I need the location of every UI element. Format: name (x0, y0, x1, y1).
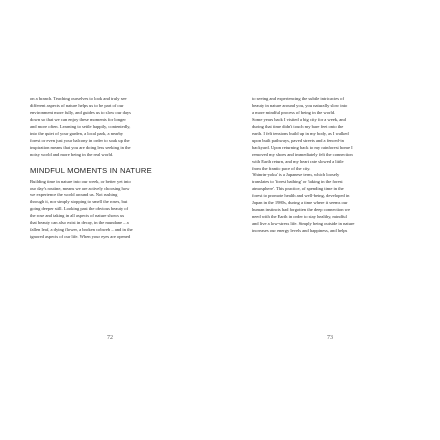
text-line: Some years back I visited a big city for a week, and (252, 116, 346, 122)
text-line: need with the Earth in order to stay healthy, mindful (252, 214, 347, 220)
section-heading: MINDFUL MOMENTS IN NATURE (30, 165, 152, 175)
text-line: forest or even just your balcony in order to soak up the (30, 137, 130, 143)
text-line: different aspects of nature helps us to be part of our (30, 102, 124, 108)
text-line: environment more fully, and guides us to slow our days (30, 109, 131, 115)
text-line: noisy world and more being in the real world. (30, 151, 114, 157)
text-line: fallen leaf, a dying flower, a broken cobweb – and in the (30, 227, 133, 233)
text-line: that beauty can also exist in decay, in the mundane – a (30, 220, 129, 226)
text-line: removed my shoes and immediately felt the connection (252, 151, 353, 157)
text-line: through it, nor simply stopping to smell the roses, but (30, 199, 128, 205)
text-line: Japan in the 1980s, during a time where it seems our (252, 200, 348, 206)
text-line: and more often. Learning to settle happily, contentedly, (30, 123, 131, 129)
text-line: forest to promote health and well-being, developed in (252, 193, 350, 199)
text-line: increases our energy levels and happiness, and helps (252, 228, 348, 234)
right-paragraph-2 (252, 117, 427, 173)
text-line: our day's routine, means we are actively choosing how (30, 185, 130, 191)
text-line: into the quiet of your garden, a local park, a nearby (30, 130, 124, 136)
right-paragraph-1 (252, 96, 427, 117)
text-line: translates to 'forest bathing' or 'taking in the forest (252, 179, 343, 185)
right-text-column (252, 96, 427, 235)
page-number-right: 73 (327, 335, 333, 341)
text-line: Building time in nature into our week, or better yet into (30, 178, 131, 184)
right-page (220, 0, 440, 440)
left-paragraph-1 (30, 96, 205, 159)
text-line: and live a low-stress life. Simply being outside in nature (252, 221, 355, 227)
page-number-left: 72 (107, 335, 113, 341)
left-text-column (30, 96, 205, 241)
text-line: we experience the world around us. Not rushing (30, 192, 118, 198)
text-line: backyard. Upon returning back to my rainforest home I (252, 144, 353, 150)
text-line: during that time didn't touch my bare feet onto the (252, 123, 344, 129)
text-line: down so that we can enjoy these moments for longer (30, 116, 126, 122)
text-line: the rose and taking in all aspects of nature shows us (30, 213, 125, 219)
right-paragraph-3 (252, 172, 427, 235)
text-line: going deeper still. Looking past the obvious beauty of (30, 206, 129, 212)
text-line: atmosphere'. This practice, of spending time in the (252, 186, 344, 192)
text-line: upon built pathways, paved streets and a fenced-in (252, 137, 344, 143)
text-line: with Earth return, and my heart rate slowed a little (252, 158, 344, 164)
text-line: on a branch. Teaching ourselves to look and truly see (30, 96, 127, 101)
text-line: inspiration means that you are doing less seeking in the (30, 144, 131, 150)
text-line: ignored aspects of our life. When your eyes are opened (30, 234, 131, 240)
text-line: earth. I felt tensions build up in my body, as I walked (252, 130, 349, 136)
text-line: from the frantic pace of the city. (252, 165, 311, 171)
text-line: 'Shinrin-yoku' is a Japanese term, which loosely (252, 172, 340, 178)
text-line: human instincts had forgotten the deep connection we (252, 207, 350, 213)
text-line: a more mindful process of being in the world. (252, 109, 336, 115)
left-paragraph-2 (30, 179, 205, 242)
text-line: to seeing and experiencing the subtle intricacies of (252, 96, 344, 101)
text-line: beauty in nature around you, you naturally slow into (252, 102, 348, 108)
